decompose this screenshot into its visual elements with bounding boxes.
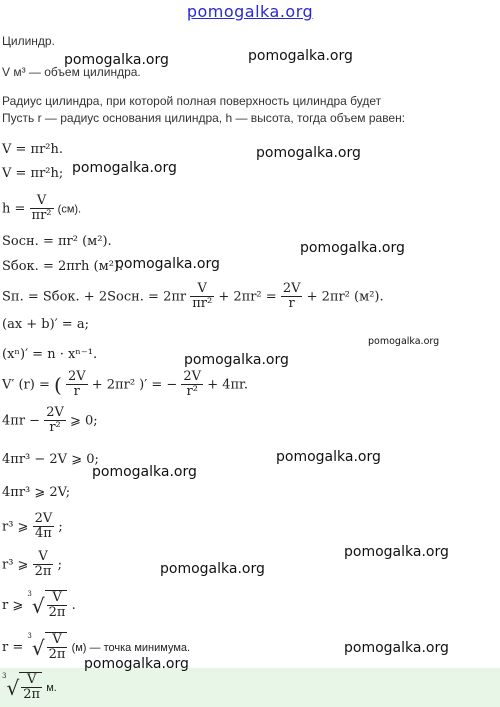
formula-inequality-5: r³ ⩾ $\frac{V}{2\pi}$ ;	[2, 549, 62, 580]
watermark: pomogalka.org	[276, 449, 381, 465]
formula-lateral-area: Sбок. = 2πrh (м²).	[2, 259, 124, 274]
formula-volume-1: V = πr²h.	[2, 142, 64, 157]
watermark: pomogalka.org	[344, 640, 449, 656]
formula-height: h = $\frac{V}{\text{πr²}}$ (см).	[2, 193, 82, 224]
formula-derivative-v: V′ (r) = ( $\frac{2V}{r}$ + 2πr² )′ = − $\frac{2V}{\text{r²}}$ + 4πr.	[2, 369, 248, 400]
formula-derivative-power: (xⁿ)′ = n · xⁿ⁻¹.	[2, 347, 98, 362]
formula-inequality-1: 4πr − $\frac{2V}{\text{r²}}$ ⩾ 0;	[2, 405, 98, 436]
watermark: pomogalka.org	[368, 336, 440, 347]
watermark: pomogalka.org	[160, 561, 265, 577]
formula-total-area: Sп. = Sбок. + 2Sосн. = 2πr $\frac{V}{\text{πr²}}$ + 2πr² = $\frac{2V}{r}$ + 2πr² (м²).	[2, 281, 384, 312]
watermark: pomogalka.org	[248, 48, 353, 64]
text-volume: V м³ — объем цилиндра.	[2, 65, 141, 79]
watermark: pomogalka.org	[184, 352, 289, 368]
watermark: pomogalka.org	[64, 52, 169, 68]
formula-inequality-6: r ⩾ $^3$√ $\frac{V}{2\pi}$ .	[2, 590, 76, 621]
watermark: pomogalka.org	[256, 145, 361, 161]
formula-inequality-2: 4πr³ − 2V ⩾ 0;	[2, 452, 99, 467]
answer-highlight-band	[0, 668, 500, 707]
formula-answer: $^3$√ $\frac{V}{2\pi}$ м.	[2, 672, 57, 703]
site-header-link[interactable]: pomogalka.org	[186, 2, 314, 21]
formula-volume-2: V = πr²h;	[2, 166, 64, 181]
formula-base-area: Sосн. = πr² (м²).	[2, 234, 112, 249]
formula-minimum-point: r = $^3$√ $\frac{V}{2\pi}$ (м) — точка минимума.	[2, 632, 191, 663]
watermark: pomogalka.org	[344, 544, 449, 560]
watermark: pomogalka.org	[72, 160, 177, 176]
formula-inequality-4: r³ ⩾ $\frac{2V}{4\pi}$ ;	[2, 511, 63, 542]
watermark: pomogalka.org	[115, 256, 220, 272]
watermark: pomogalka.org	[84, 656, 189, 672]
text-radius-question: Радиус цилиндра, при которой полная поверхность цилиндра будет	[2, 94, 382, 108]
text-let: Пусть r — радиус основания цилиндра, h — высота, тогда объем равен:	[2, 111, 406, 125]
formula-inequality-3: 4πr³ ⩾ 2V;	[2, 485, 71, 500]
text-cylinder: Цилиндр.	[2, 34, 55, 48]
formula-derivative-linear: (ax + b)′ = a;	[2, 317, 89, 332]
watermark: pomogalka.org	[300, 240, 405, 256]
watermark: pomogalka.org	[92, 464, 197, 480]
